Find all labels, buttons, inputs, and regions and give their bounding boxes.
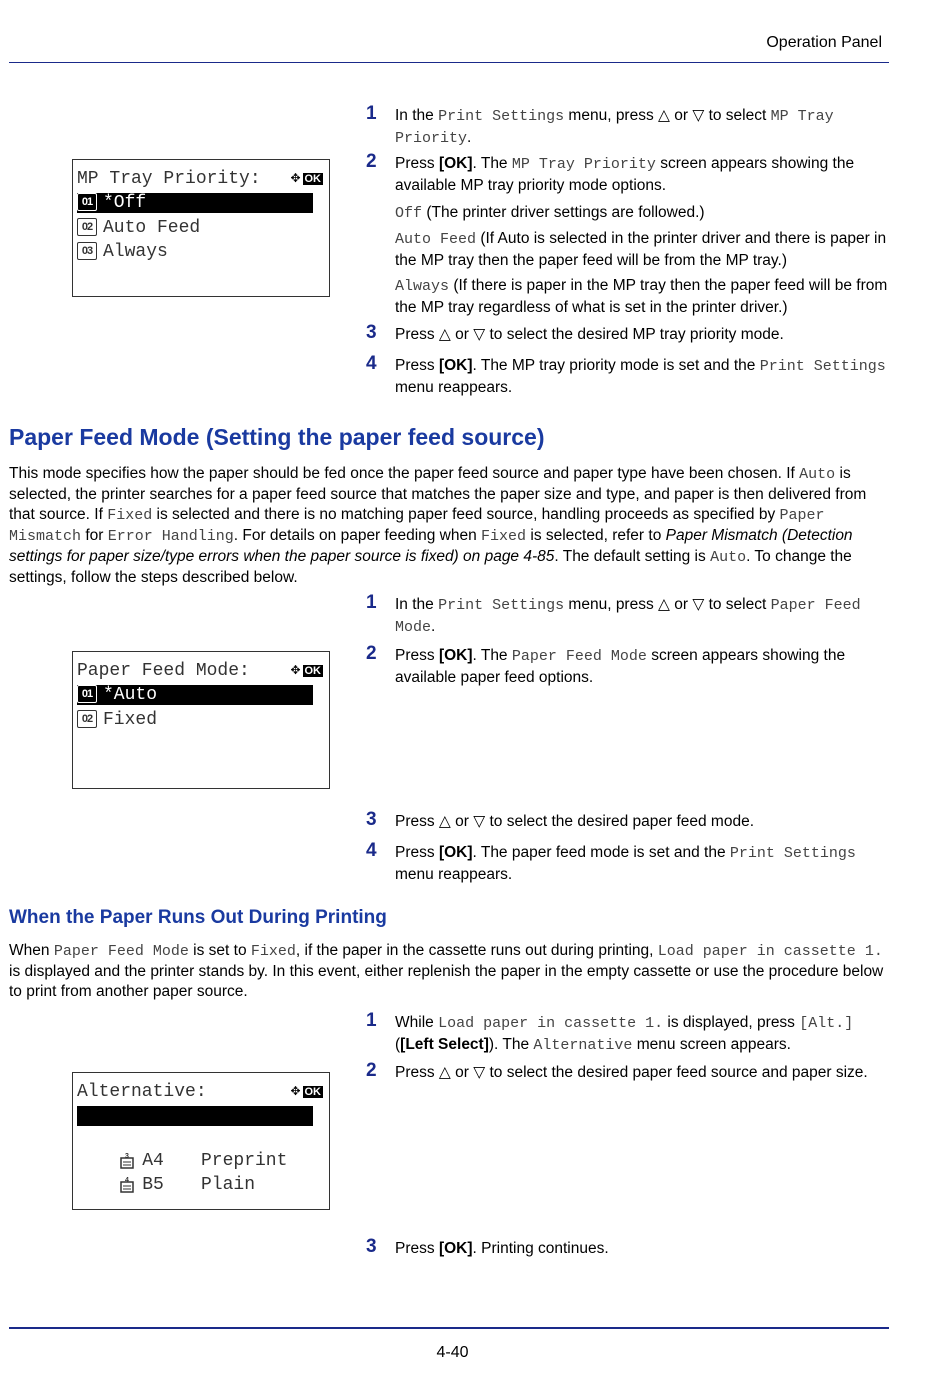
nav-ok-icon: ✥ OK [290,1084,321,1098]
nav-ok-icon: ✥ OK [290,663,321,677]
section-heading-paper-feed-mode: Paper Feed Mode (Setting the paper feed source) [9,424,545,450]
lcd-item: 01 *Auto [77,685,313,705]
lcd-title: MP Tray Priority: [77,169,261,189]
paper-feed-mode-intro: This mode specifies how the paper should be fed once the paper feed source and paper type have been chosen. If Auto is selected, the printer searches for a paper feed source that matches the paper size and type, and paper is then delivered from that source. If Fixed is selected and there is no matching paper feed source, handling proceeds as specified by Paper Mismatch for Error Handling. For details on paper feeding when Fixed is selected, refer to Paper Mismatch (Detection settings for paper size/type errors when the paper source is fixed) on page 4-85. The default setting is Auto. To change the settings, follow the steps described below. [9,465,867,586]
option-off: Off (The printer driver settings are followed.) [395,204,705,222]
lcd-item: 02 Fixed [77,710,157,730]
section-heading-paper-runs-out: When the Paper Runs Out During Printing [9,907,387,928]
lcd-item: 02 Auto Feed [77,218,200,238]
step-2: 2 Press [OK]. The Paper Feed Mode screen appears showing the available paper feed options. [366,643,846,686]
lcd-screen-paper-feed-mode [72,651,330,789]
svg-text:2: 2 [125,1127,130,1135]
step-1: 1 In the Print Settings menu, press △ or ▽ to select Paper Feed Mode. [366,592,861,636]
svg-text:4: 4 [125,1176,130,1184]
lcd-item: 2 A5 Plain [77,1106,313,1126]
step-3: 3 Press [OK]. Printing continues. [366,1236,609,1257]
step-1: 1 In the Print Settings menu, press △ or ▽ to select MP Tray Priority. [366,103,834,147]
step-2: 2 Press △ or ▽ to select the desired paper feed source and paper size. [366,1060,868,1081]
paper-runs-out-intro: When Paper Feed Mode is set to Fixed, if the paper in the cassette runs out during printing, Load paper in cassette 1. is displayed and the printer stands by. In this event, either replenish the paper in the empty cassette or use the procedure below to print from another paper source. [9,942,884,1000]
option-auto-feed: Auto Feed (If Auto is selected in the printer driver and there is paper in the MP tray then the paper feed will be from the MP tray.) [395,230,887,269]
step-4: 4 Press [OK]. The paper feed mode is set and the Print Settings menu reappears. [366,840,856,883]
lcd-screen-alternative [72,1072,330,1210]
lcd-title: Paper Feed Mode: [77,661,250,681]
lcd-item: 3 A4 Preprint [77,1131,164,1151]
lcd-title: Alternative: [77,1082,207,1102]
lcd-item: 03 Always [77,242,168,262]
option-always: Always (If there is paper in the MP tray then the paper feed will be from the MP tray regardless of what is set in the printer driver.) [395,277,888,316]
page-header-title: Operation Panel [766,34,882,51]
lcd-item: 4 B5 Plain [77,1155,164,1175]
cassette-icon [120,1176,134,1193]
page-number: 4-40 [436,1344,469,1361]
step-3: 3 Press △ or ▽ to select the desired MP tray priority mode. [366,322,784,343]
footer-rule [9,1327,889,1329]
svg-text:3: 3 [125,1152,130,1160]
nav-ok-icon: ✥ OK [290,171,321,185]
lcd-item: 01 *Off [77,193,313,213]
step-2: 2 Press [OK]. The MP Tray Priority screen appears showing the available MP tray priority mode options. [366,151,855,194]
header-rule [9,62,889,63]
step-3: 3 Press △ or ▽ to select the desired paper feed mode. [366,809,754,830]
step-1: 1 While Load paper in cassette 1. is displayed, press [Alt.] ([Left Select]). The Alternative menu screen appears. [366,1010,854,1054]
step-4: 4 Press [OK]. The MP tray priority mode is set and the Print Settings menu reappears. [366,353,886,396]
lcd-screen-mp-tray-priority [72,159,330,297]
